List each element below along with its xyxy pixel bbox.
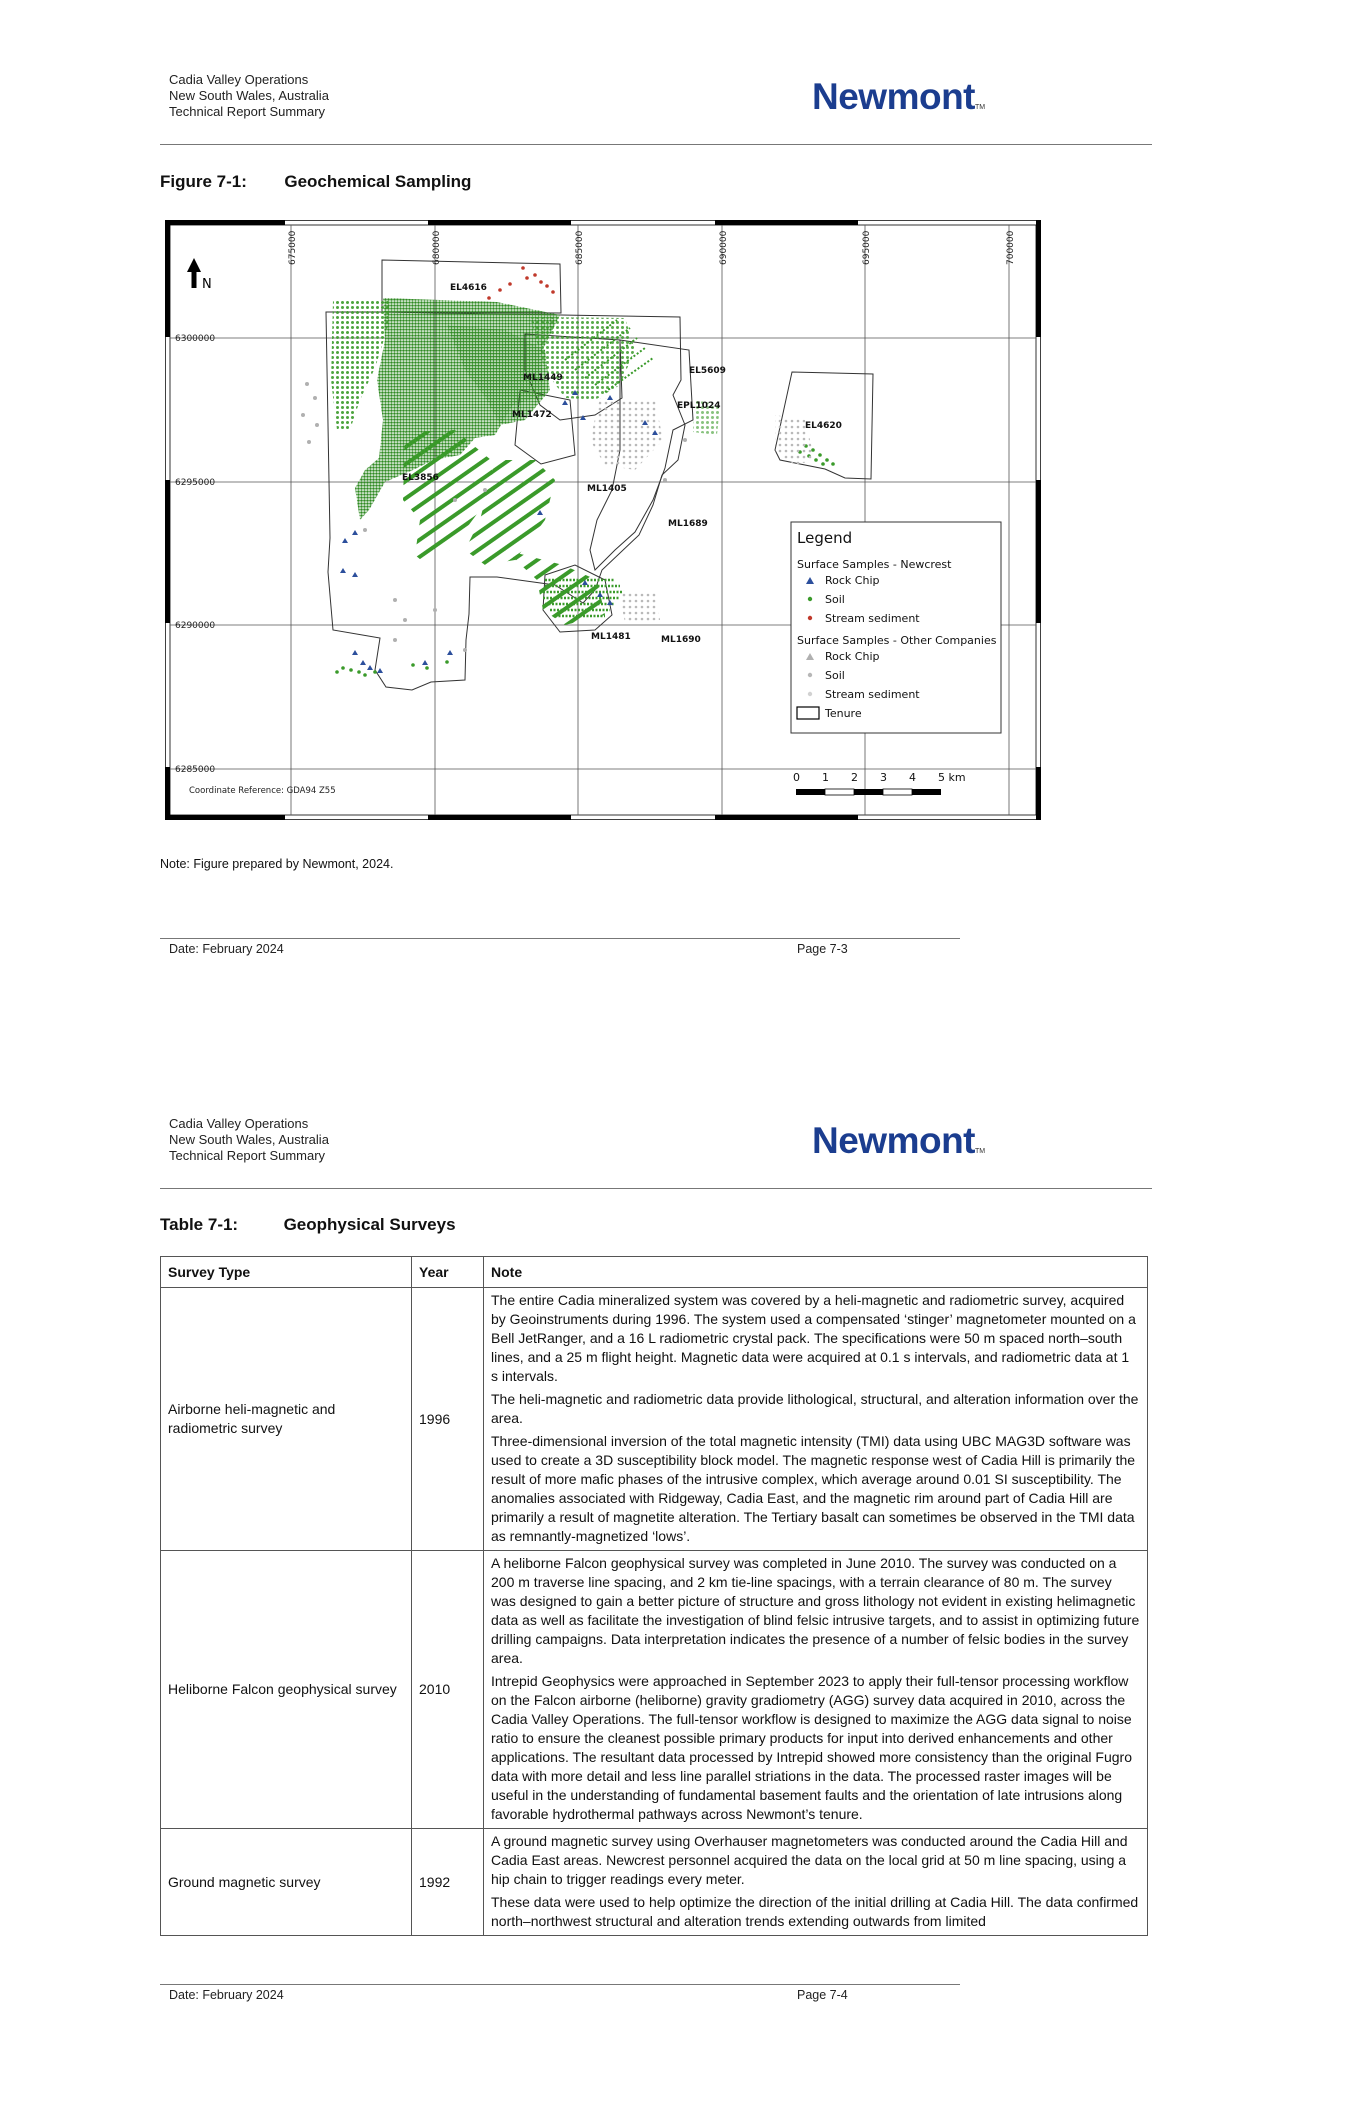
figure-number: Figure 7-1: [160,172,247,191]
header-location: New South Wales, Australia [169,88,329,103]
note-paragraph: A ground magnetic survey using Overhauser magnetometers was conducted around the Cadia Hill and Cadia East areas. Newcrest personnel acquired the data on the local grid at 50 m line spacing, using a hip chain to trigger readings every meter. [491,1833,1128,1887]
northing-label: 6285000 [175,765,216,775]
legend-group-other: Surface Samples - Other Companies [797,634,997,647]
tenure-label: ML1449 [523,373,563,383]
note-paragraph: These data were used to help optimize the direction of the initial drilling at Cadia Hill. The data confirmed north–northwest structural and alteration trends extending outwards from limited [491,1894,1139,1929]
header-location: New South Wales, Australia [169,1132,329,1147]
figure-note: Note: Figure prepared by Newmont, 2024. [160,857,394,871]
other-soil-symbol-icon [808,673,812,677]
legend-item: Rock Chip [825,650,880,663]
map-legend [791,522,1001,733]
easting-label: 690000 [719,230,729,265]
easting-label: 685000 [575,230,585,265]
easting-label: 700000 [1006,230,1016,265]
footer-date: Date: February 2024 [169,942,284,956]
figure-caption [160,172,471,192]
other-stream-symbol-icon [808,692,812,696]
scale-label: 5 km [938,771,966,784]
footer-divider [160,1984,960,1985]
newmont-logo [812,1120,985,1162]
tenure-label: ML1405 [587,484,627,494]
easting-label: 695000 [862,230,872,265]
north-label: N [202,277,212,292]
note-paragraph: The entire Cadia mineralized system was covered by a heli-magnetic and radiometric survey, acquired by Geoinstruments during 1996. The system used a compensated ‘stinger’ magnetometer mounted on a Bell JetRanger, and a 16 L radiometric crystal pack. The specifications were 50 m spaced north–south lines, and a 25 m flight height. Magnetic data were acquired at 0.1 s intervals, and radiometric data at 1 s intervals. [491,1292,1136,1384]
column-header-note: Note [484,1257,1148,1288]
note-paragraph: The heli-magnetic and radiometric data provide lithological, structural, and alteration information over the area. [491,1391,1139,1426]
footer-date: Date: February 2024 [169,1988,284,2002]
year-cell: 2010 [412,1551,484,1829]
scale-label: 2 [851,771,858,784]
soil-symbol-icon [808,597,812,601]
geophysical-surveys-table [160,1256,1148,1936]
northing-label: 6295000 [175,478,216,488]
legend-item: Soil [825,593,845,606]
easting-label: 680000 [432,230,442,265]
note-cell [484,1551,1148,1829]
note-paragraph: Three-dimensional inversion of the total magnetic intensity (TMI) data using UBC MAG3D software was used to create a 3D susceptibility block model. The magnetic response west of Cadia Hill is primarily the result of more mafic phases of the intrusive complex, which average around 0.01 SI susceptibility. The anomalies associated with Ridgeway, Cadia East, and the magnetic rim around part of Cadia Hill are primarily a result of magnetite alteration. The Tertiary basalt can sometimes be observed in the TMI data as remnantly-magnetized ‘lows’. [491,1433,1136,1544]
header-company: Cadia Valley Operations [169,72,309,87]
tenure-label: EL4616 [450,283,487,293]
table-caption [160,1215,456,1235]
tenure-label: ML1690 [661,635,701,645]
note-cell [484,1288,1148,1551]
year-cell: 1996 [412,1288,484,1551]
page-header [169,1116,329,1164]
footer-divider [160,938,960,939]
tenure-label: EL5609 [689,366,726,376]
table-row [161,1551,1148,1829]
coordinate-reference: Coordinate Reference: GDA94 Z55 [189,786,336,796]
tenure-label: EL4620 [805,421,842,431]
legend-item: Stream sediment [825,688,920,701]
northing-label: 6290000 [175,621,216,631]
figure-title: Geochemical Sampling [284,172,472,191]
footer-page-number: Page 7-3 [797,942,848,956]
header-company: Cadia Valley Operations [169,1116,309,1131]
header-doc-type: Technical Report Summary [169,1148,326,1163]
stream-sediment-symbol-icon [808,616,812,620]
logo-text: Newmont [812,1120,975,1161]
page-header [169,72,329,120]
note-cell [484,1829,1148,1936]
legend-item: Stream sediment [825,612,920,625]
logo-trademark: TM [975,1148,986,1155]
tenure-label: ML1689 [668,519,708,529]
table-title: Geophysical Surveys [283,1215,456,1234]
legend-item: Rock Chip [825,574,880,587]
header-divider [160,1188,1152,1189]
tenure-label: EPL1024 [677,401,721,411]
scale-label: 0 [793,771,800,784]
table-row [161,1829,1148,1936]
logo-trademark: TM [975,104,986,111]
column-header-year: Year [412,1257,484,1288]
geochemical-sampling-map [165,220,1041,820]
year-cell: 1992 [412,1829,484,1936]
tenure-label: EL3856 [402,473,439,483]
logo-text: Newmont [812,76,975,117]
tenure-label: ML1481 [591,632,631,642]
northing-label: 6300000 [175,334,216,344]
column-header-survey-type: Survey Type [161,1257,412,1288]
easting-label: 675000 [288,230,298,265]
table-header-row [161,1257,1148,1288]
newmont-logo [812,76,985,118]
legend-title: Legend [797,529,853,547]
scale-label: 3 [880,771,887,784]
survey-type-cell: Airborne heli-magnetic and radiometric survey [161,1288,412,1551]
table-number: Table 7-1: [160,1215,239,1234]
legend-item: Soil [825,669,845,682]
header-doc-type: Technical Report Summary [169,104,326,119]
header-divider [160,144,1152,145]
note-paragraph: A heliborne Falcon geophysical survey was completed in June 2010. The survey was conducted on a 200 m traverse line spacing, and 2 km tie-line spacings, with a terrain clearance of 80 m. The survey was designed to gain a better picture of structure and gross lithology not evident in existing helimagnetic data as well as facilitate the investigation of blind felsic intrusive targets, and to assist in optimizing future drilling campaigns. Data interpretation indicates the presence of a number of felsic bodies in the survey area. [491,1555,1140,1666]
note-paragraph: Intrepid Geophysics were approached in September 2023 to apply their full-tensor processing workflow on the Falcon airborne (heliborne) gravity gradiometry (AGG) survey data acquired in 2010, across the Cadia Valley Operations. The full-tensor workflow is designed to maximize the AGG data signal to noise ratio to ensure the cleanest possible primary products for input into derived enhancements and other applications. The resultant data processed by Intrepid showed more consistency than the original Fugro data with more detail and less line parallel striations in the data. The processed raster images will be useful in the understanding of fundamental basement faults and the orientation of late intrusions along favorable hydrothermal pathways across Newmont’s tenure. [491,1673,1132,1822]
survey-type-cell: Ground magnetic survey [161,1829,412,1936]
footer-page-number: Page 7-4 [797,1988,848,2002]
survey-type-cell: Heliborne Falcon geophysical survey [161,1551,412,1829]
table-row [161,1288,1148,1551]
legend-item: Tenure [825,707,862,720]
tenure-symbol-icon [797,707,819,719]
tenure-label: ML1472 [512,410,552,420]
scale-label: 1 [822,771,829,784]
legend-group-newcrest: Surface Samples - Newcrest [797,558,952,571]
scale-label: 4 [909,771,916,784]
